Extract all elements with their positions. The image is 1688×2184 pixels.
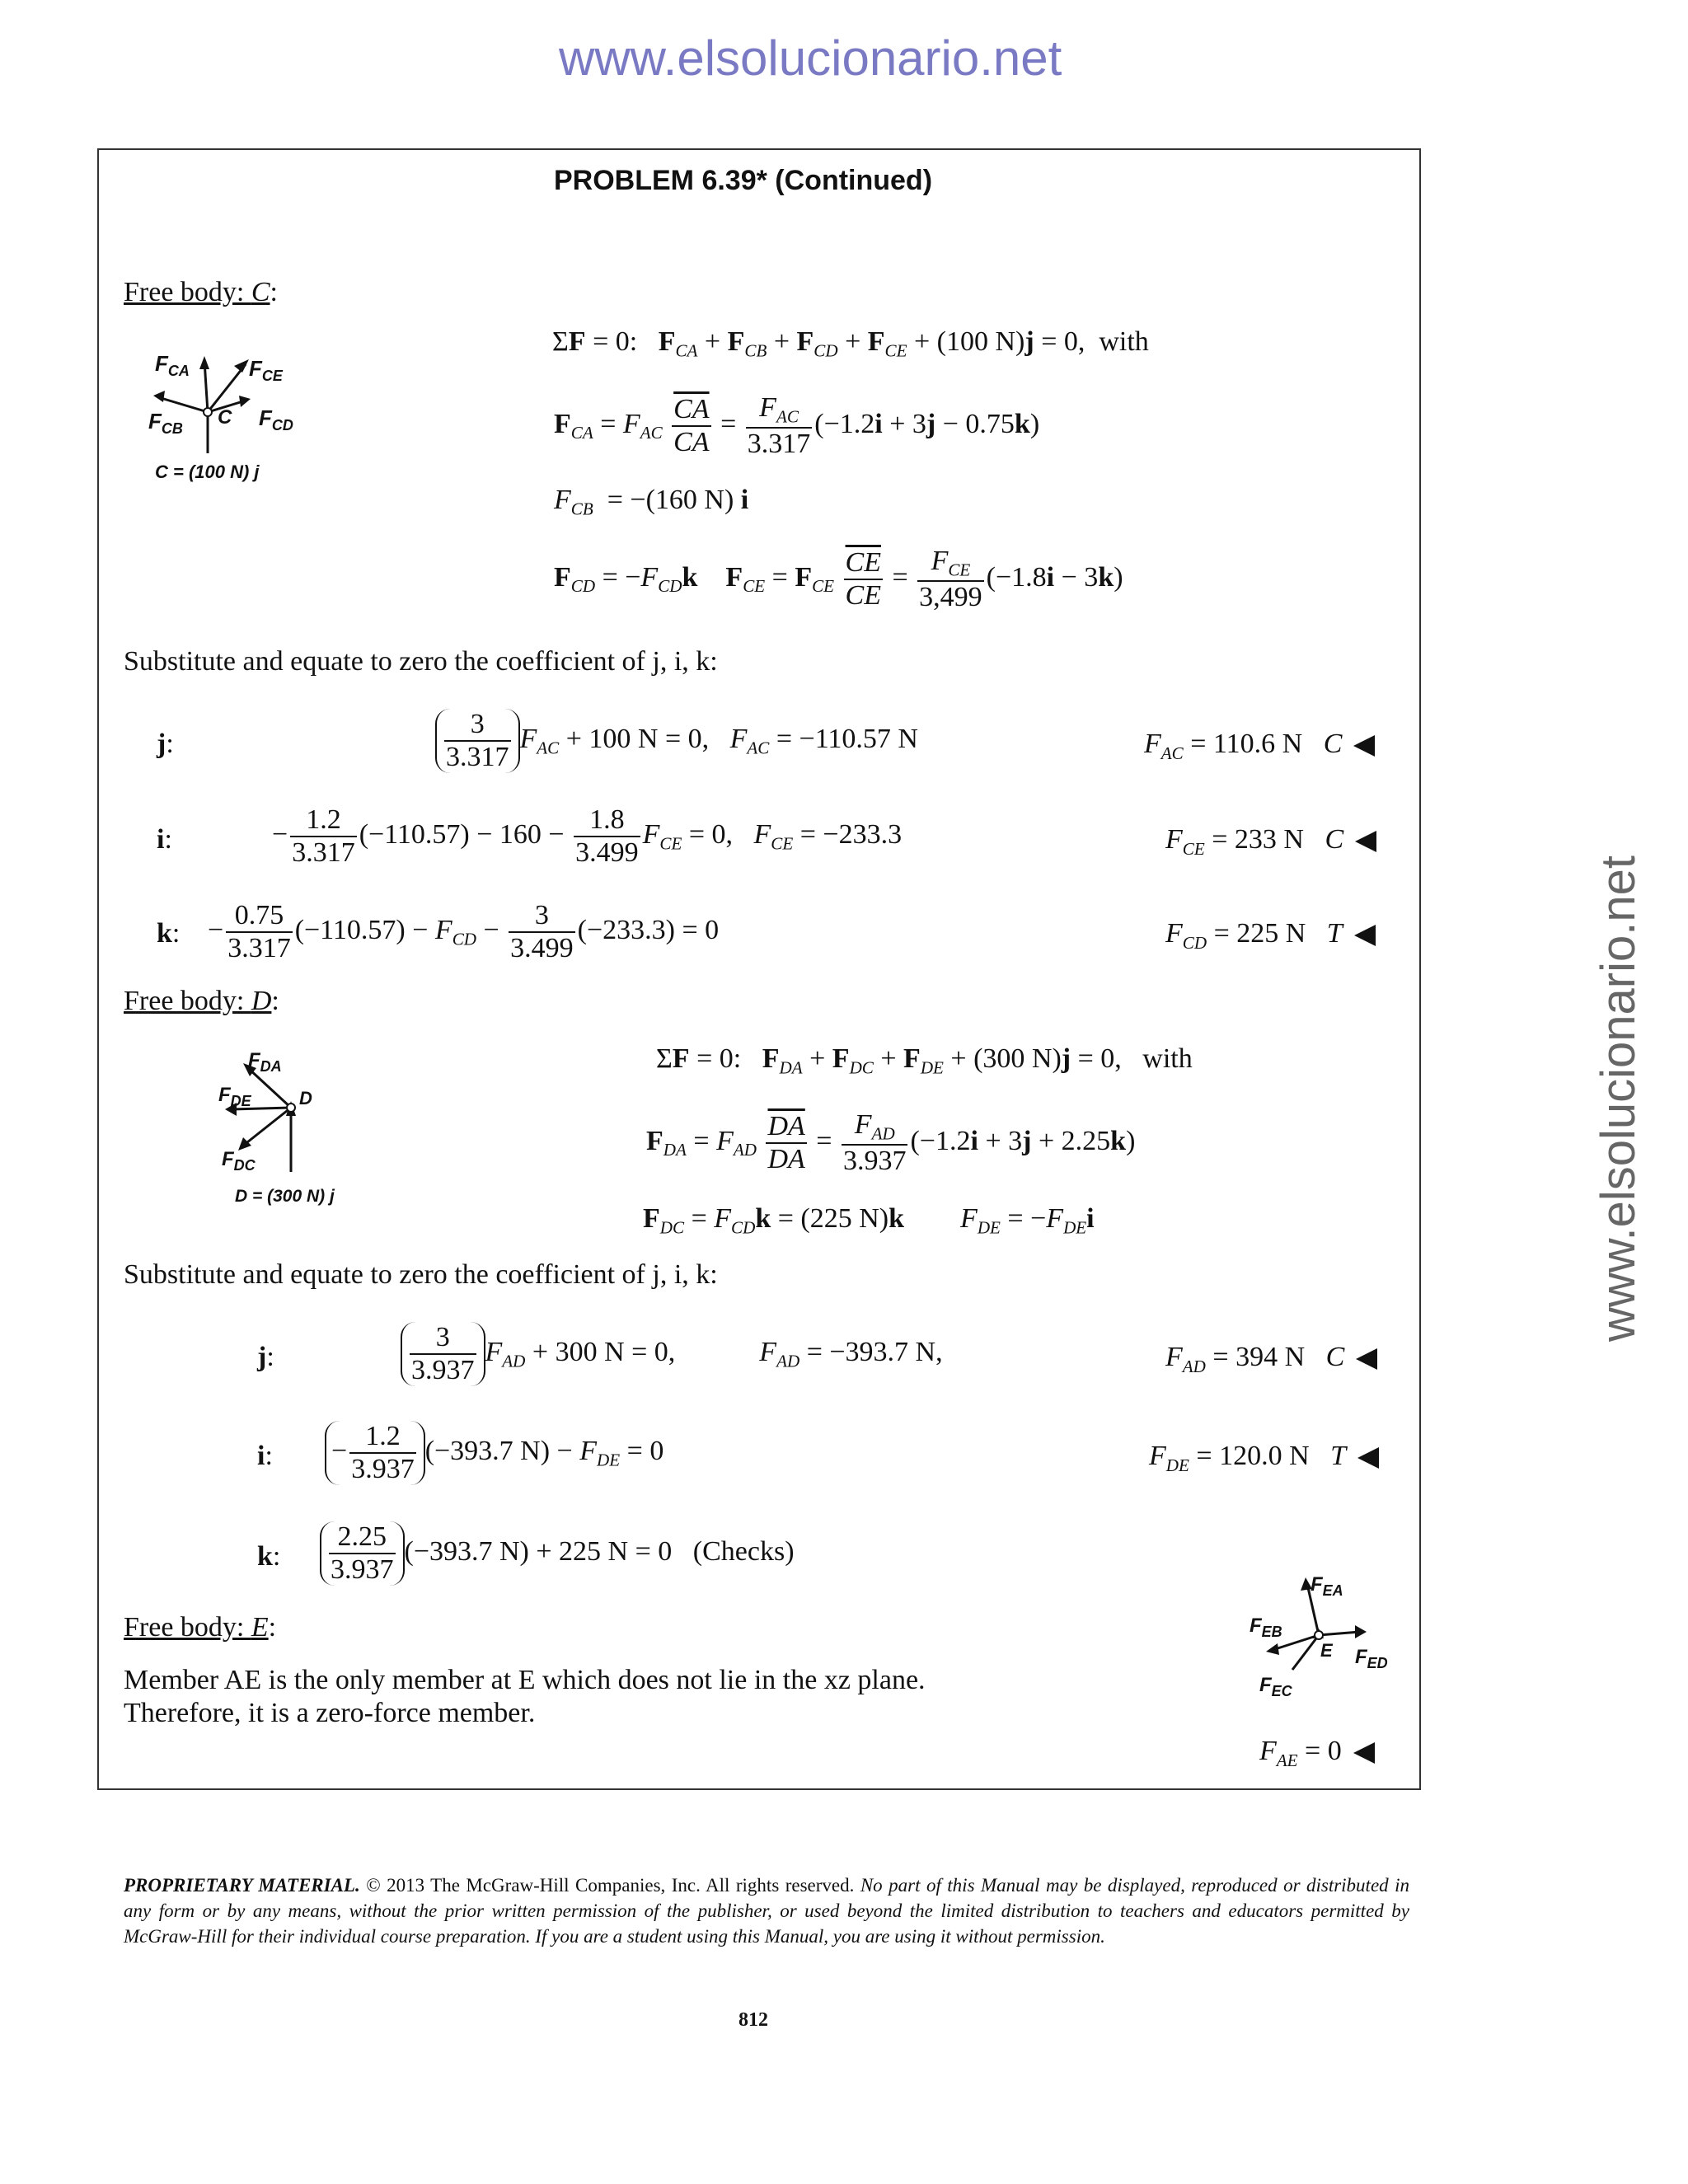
substitute-text-c: Substitute and equate to zero the coefficient of j, i, k: (124, 646, 718, 677)
answer-marker-icon (1357, 1447, 1379, 1469)
problem-title: PROBLEM 6.39* (Continued) (554, 165, 933, 196)
answer-f-ad: $F_{AD} = 394$ N C (1165, 1342, 1377, 1377)
free-body-diagram-d (210, 1048, 375, 1213)
text-member-ae: Member AE is the only member at E which does not lie in the xz plane. (124, 1665, 926, 1695)
svg-text:FEA: $F_{EA}$ (1311, 1573, 1343, 1599)
answer-marker-icon (1353, 735, 1375, 757)
footer-copyright: PROPRIETARY MATERIAL. © 2013 The McGraw-Hill Companies, Inc. All rights reserved. No part of this Manual may be displayed, reproduced or distributed in any form or by any means, without the prior written permission of the publisher, or used beyond the limited distribution to teachers and educators permitted by McGraw-Hill for their individual course preparation. If you are a student using this Manual, you are using it without permission. (124, 1875, 1409, 1947)
equation-f-cd-f-ce: $F_{CD} = -F_{CD}k$ $F_{CE} = F_{CE}$ $\frac{\overline{CE}}{CE}$ = $\frac{F_{CE}}{3,499}$ (−1.8i − 3k) (554, 546, 1123, 612)
heading-free-body-e: Free body: E: (124, 1612, 277, 1643)
watermark-top: www.elsolucionario.net (559, 30, 1062, 86)
label-k-d: k: (257, 1541, 281, 1572)
svg-text:D: D (299, 1088, 312, 1108)
substitute-text-d: Substitute and equate to zero the coefficient of j, i, k: (124, 1259, 718, 1290)
svg-text:FCB: $F_{CB}$ (148, 409, 183, 437)
answer-marker-icon (1353, 1742, 1375, 1764)
svg-text:FED: $F_{ED}$ (1355, 1646, 1388, 1671)
free-body-diagram-c (148, 346, 313, 490)
label-j-d: j: (257, 1342, 274, 1372)
equation-sum-forces-c: ΣF = 0: $F_{CA} + F_{CB} + F_{CD} + F_{CE} + (100$ N)j = 0, with (552, 326, 1149, 361)
equation-i-c: − $\frac{1.2}{3.317}$ (−110.57) − 160 − $\frac{1.8}{3.499}$ $F_{CE} = 0$, $F_{CE} = -233.3$ (272, 804, 903, 869)
equation-k-c: − $\frac{0.75}{3.317}$ $(-110.57) - F_{CD}$ − $\frac{3}{3.499}$ (−233.3) = 0 (208, 900, 720, 964)
answer-f-ce: $F_{CE} = 233$ N C (1165, 824, 1376, 860)
svg-text:FEB: $F_{EB}$ (1250, 1615, 1282, 1640)
equation-f-dc-f-de: $F_{DC} = F_{CD}k = (225$ N)k $F_{DE} = -F_{DE}i$ (643, 1203, 1095, 1238)
equation-f-ca: $F_{CA} = F_{AC}$ $\frac{\overline{CA}}{CA}$ = $\frac{F_{AC}}{3.317}$ (−1.2i + 3j − 0.75k) (554, 392, 1040, 459)
answer-f-de: $F_{DE} = 120.0$ N T (1149, 1441, 1379, 1476)
svg-text:E: E (1320, 1640, 1333, 1661)
watermark-side: www.elsolucionario.net (1592, 855, 1645, 1342)
svg-text:FDA: $F_{DA}$ (248, 1049, 282, 1075)
answer-marker-icon (1354, 925, 1376, 946)
svg-text:FDC: $F_{DC}$ (222, 1148, 256, 1174)
equation-sum-forces-d: ΣF = 0: $F_{DA} + F_{DC} + F_{DE} + (300$ N)j = 0, with (656, 1043, 1193, 1078)
answer-f-ac: $F_{AC} = 110.6$ N C (1144, 729, 1375, 764)
equation-i-d: − $\frac{1.2}{3.937}$ (−393.7 $N) - F_{DE} = 0$ (325, 1421, 663, 1485)
svg-text:FDE: $F_{DE}$ (218, 1084, 251, 1109)
svg-text:FCA: $F_{CA}$ (155, 351, 190, 379)
equation-f-da: $F_{DA} = F_{AD}$ $\frac{\overline{DA}}{DA}$ = $\frac{F_{AD}}{3.937}$ (−1.2i + 3j + 2.25k) (646, 1109, 1136, 1176)
label-j-c: j: (157, 729, 174, 759)
svg-text:D = (300 N) j: D = (300 N) j (235, 1187, 335, 1206)
page-number: 812 (738, 2009, 768, 2031)
answer-marker-icon (1356, 1348, 1377, 1370)
answer-f-ae: $F_{AE} = 0$ (1259, 1736, 1375, 1771)
label-i-c: i: (157, 824, 172, 855)
svg-text:FCE: $F_{CE}$ (249, 356, 283, 384)
svg-text:C = (100 N) j: C = (100 N) j (155, 462, 260, 482)
text-zero-force: Therefore, it is a zero-force member. (124, 1698, 536, 1728)
free-body-diagram-e (1243, 1566, 1408, 1706)
svg-text:FEC: $F_{EC}$ (1259, 1674, 1292, 1699)
equation-f-cb: $F_{CB} = -(160$ N) i (554, 485, 749, 519)
equation-j-d: $\frac{3}{3.937}$ $F_{AD} + 300$ N = 0, $F_{AD} = -393.7$ N, (401, 1322, 943, 1386)
equation-j-c: $\frac{3}{3.317}$ $F_{AC} + 100$ N = 0, $F_{AC} = -110.57$ N (435, 709, 918, 773)
heading-free-body-c: Free body: C: (124, 277, 278, 307)
answer-f-cd: $F_{CD} = 225$ N T (1165, 918, 1376, 954)
equation-k-d: $\frac{2.25}{3.937}$ (−393.7 N) + 225 N = 0 (Checks) (320, 1521, 795, 1586)
label-k-c: k: (157, 918, 181, 949)
heading-free-body-d: Free body: D: (124, 986, 279, 1016)
label-i-d: i: (257, 1441, 273, 1471)
answer-marker-icon (1355, 831, 1376, 852)
svg-text:C: C (218, 406, 232, 429)
svg-text:FCD: $F_{CD}$ (259, 405, 293, 434)
